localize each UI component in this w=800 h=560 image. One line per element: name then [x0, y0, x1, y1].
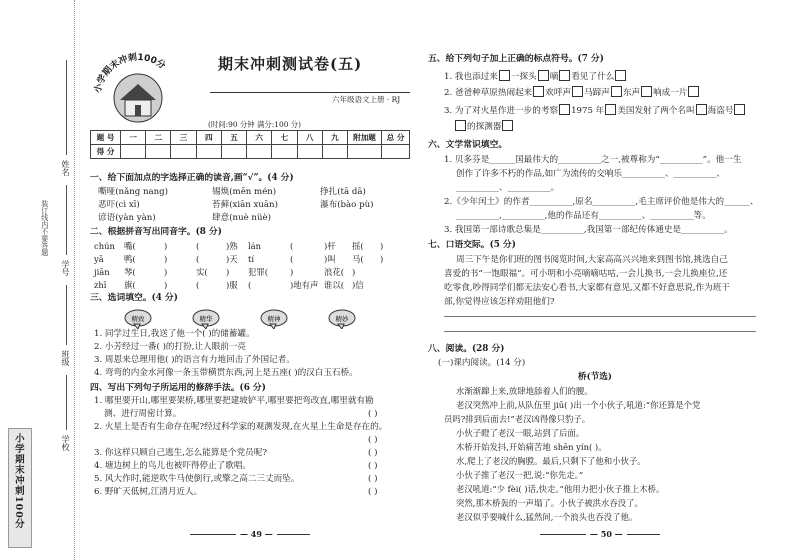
s6-line[interactable]: 1. 贝多芬是______国最伟大的__________之一,被尊称为“__________”。他一生 [444, 155, 742, 165]
s6-line[interactable]: 创作了许多不朽的作品,如广为流传的交响乐__________、__________、 [456, 169, 726, 179]
table-cell: 三 [171, 131, 196, 145]
s2-cell[interactable]: ) [380, 241, 384, 251]
s2-cell[interactable]: tí [248, 254, 255, 264]
s7-text: 周三下午是你们班的图书阅览时间,大家高高兴兴地来到图书馆,挑选自己 [456, 255, 728, 265]
answer-paren[interactable]: ( ) [368, 487, 378, 497]
s1-item[interactable]: 挣扎(tā dā) [320, 187, 366, 197]
s1-item[interactable]: 嘶哑(nǎng nang) [98, 187, 169, 197]
s5-item-3[interactable]: 3. 为了对火星作进一步的考察 1975 年 美国发射了两个名叫 海盗号 [444, 104, 746, 117]
section-5-title: 五、给下列句子加上正确的标点符号。(7 分) [428, 54, 604, 64]
section-4-title: 四、写出下列句子所运用的修辞手法。(6 分) [90, 383, 266, 393]
s1-item[interactable]: 恶吓(cì xī) [98, 200, 140, 210]
s6-line[interactable]: __________,__________,他的作品还有__________、__________等。 [456, 211, 711, 221]
s2-cell[interactable]: ( [196, 241, 200, 251]
s2-cell[interactable]: 旗( [124, 280, 136, 290]
table-cell: 六 [247, 131, 272, 145]
table-cell: 得 分 [91, 145, 121, 159]
s2-cell[interactable]: ( [290, 241, 294, 251]
s2-cell[interactable]: ) [290, 267, 294, 277]
s2-cell[interactable]: 鸭( [124, 254, 136, 264]
s2-pinyin: jiān [94, 267, 110, 277]
s4-item: 4. 塘边树上的鸟儿也被吓得停止了歌唱。 [94, 461, 252, 471]
s2-cell[interactable]: ) [164, 267, 168, 277]
s2-cell[interactable]: ) [380, 254, 384, 264]
class-line [66, 285, 67, 345]
s4-item: 3. 你这样只顾自己逃生,怎么能算是个党员呢? [94, 448, 267, 458]
table-cell: 四 [196, 131, 221, 145]
answer-line[interactable] [444, 316, 756, 317]
score-table-score-row [91, 145, 410, 159]
grade-label: 六年级语文上册 · RJ [332, 95, 401, 104]
bubble-word: 精神 [267, 315, 281, 323]
score-cell[interactable] [146, 145, 171, 159]
s4-item: 1. 哪里要开山,哪里要架桥,哪里要把建坡铲平,哪里要把弯改直,哪里就有勘 [94, 396, 374, 406]
table-cell: 附加题 [348, 131, 382, 145]
s1-item[interactable]: 苔藓(xiān xuān) [212, 200, 278, 210]
s2-cell[interactable]: )杆 [324, 241, 336, 251]
s2-cell[interactable]: 嘴( [124, 241, 136, 251]
page-number-right: — 50 — [586, 529, 627, 539]
answer-paren[interactable]: ( ) [368, 474, 378, 484]
student-id-line [66, 185, 67, 255]
score-cell[interactable] [297, 145, 322, 159]
time-score-info: (时间:90 分钟 满分:100 分) [208, 120, 302, 129]
brand-badge [8, 428, 32, 548]
s7-text: 喜爱的书“一饱眼福”。可小明和小亮嘀嘀咕咕,一会儿换书,一会儿换座位,还 [444, 269, 728, 279]
table-cell: 二 [146, 131, 171, 145]
s5-item-2[interactable]: 2. 爸爸种草原热闹起来 欢呼声 马蹄声 东声 响成一片 [444, 86, 700, 99]
s8-subtitle: (一)课内阅读。(14 分) [438, 358, 526, 368]
speech-bubble-icon [260, 309, 288, 329]
section-8-title: 八、阅读。(28 分) [428, 344, 505, 354]
answer-paren[interactable]: ( ) [368, 409, 378, 419]
s2-pinyin: yā [94, 254, 104, 264]
score-cell[interactable] [382, 145, 410, 159]
s3-item[interactable]: 2. 小芳经过一番( )的打扮,让人眼前一亮 [94, 342, 247, 352]
s5-item-1[interactable]: 1. 我也添过来 一探头 嘀 看见了什么 [444, 70, 627, 83]
s4-item: 6. 野旷天低树,江清月近人。 [94, 487, 203, 497]
table-cell: 一 [121, 131, 146, 145]
passage-line: 水渐渐蹿上来,放肆地舔着人们的腰。 [456, 386, 593, 396]
s4-item: 2. 火星上是否有生命存在呢?经过科学家的观测发现,在火星上生命是存在的。 [94, 422, 388, 432]
dotted-cut-line [74, 0, 75, 560]
passage-line: 小伙子推了老汉一把,说:“你先走。” [456, 470, 584, 480]
s2-cell[interactable]: )天 [226, 254, 238, 264]
s2-cell[interactable]: )服 [226, 280, 238, 290]
page-number-left: — 49 — [236, 529, 277, 539]
answer-paren[interactable]: ( ) [368, 435, 378, 445]
name-label: 姓名 [61, 160, 70, 176]
s2-cell[interactable]: ( [196, 254, 200, 264]
passage-line: 水,爬上了老汉的胸膛。最后,只剩下了他和小伙子。 [456, 456, 646, 466]
score-cell[interactable] [221, 145, 246, 159]
passage-line[interactable]: 老汉突然冲上前,从队伍里 jiū( )出一个小伙子,吼道:“你还算是个党 [456, 400, 701, 410]
s1-item[interactable]: 谚语(yàn yàn) [98, 213, 156, 223]
score-table [90, 130, 410, 159]
bubble-word: 精妙 [335, 315, 349, 323]
s7-text: 部,你觉得应该怎样劝阻他们? [444, 297, 555, 307]
s6-line[interactable]: 2.《少年闰土》的作者__________,原名__________,毛主席评价他是伟大的______、 [444, 197, 759, 207]
passage-line[interactable]: 木桥开始发抖,开始痛苦地 shēn yín( )。 [456, 442, 607, 452]
bubble-word: 精致 [131, 315, 145, 323]
passage-line: 老汉似乎要喊什么,猛然间,一个浪头也吞没了他。 [456, 512, 638, 522]
s2-cell[interactable]: ( [196, 280, 200, 290]
school-line [66, 375, 67, 430]
s1-item[interactable]: 肆意(nuè nüè) [212, 213, 271, 223]
s2-cell[interactable]: )信 [352, 280, 364, 290]
section-7-title: 七、口语交际。(5 分) [428, 240, 516, 250]
s4-item: 测、进行周密计算。 [104, 409, 182, 419]
section-2-title: 二、根据拼音写出同音字。(8 分) [90, 227, 222, 237]
table-cell: 总 分 [382, 131, 410, 145]
s6-line[interactable]: __________、__________。 [456, 183, 560, 193]
s2-pinyin: zhī [94, 280, 107, 290]
brand-badge-text: 小学期末冲刺100分 [12, 433, 24, 530]
score-cell[interactable] [196, 145, 221, 159]
s2-cell[interactable]: ) [164, 254, 168, 264]
table-cell: 九 [322, 131, 347, 145]
s2-cell[interactable]: 摇( [352, 241, 364, 251]
passage-title: 桥(节选) [578, 372, 612, 382]
section-3-title: 三、选词填空。(4 分) [90, 293, 178, 303]
score-cell[interactable] [272, 145, 297, 159]
house-logo-icon [90, 40, 186, 130]
s2-cell[interactable]: lán [248, 241, 262, 251]
bubble-word: 精华 [199, 315, 213, 323]
s3-item[interactable]: 1. 同学过生日,我送了他一个( )的储蓄罐。 [94, 329, 255, 339]
s2-cell[interactable]: 浪花( [324, 267, 345, 277]
score-cell[interactable] [171, 145, 196, 159]
speech-bubble-icon [192, 309, 220, 329]
answer-line[interactable] [444, 331, 756, 332]
student-id-label: 学号 [61, 260, 70, 276]
section-1-title: 一、给下面加点的字选择正确的读音,画“√”。(4 分) [90, 173, 294, 183]
s7-text: 吃零食,吵得同学们都无法安心看书,大家都有意见,又都不好意思说,作为班干 [444, 283, 730, 293]
score-cell[interactable] [247, 145, 272, 159]
speech-bubble-icon [328, 309, 356, 329]
s2-cell[interactable]: ( [290, 254, 294, 264]
s3-item[interactable]: 4. 弯弯的内金水河像一条玉带横贯东西,河上是五座( )的汉白玉石桥。 [94, 368, 358, 378]
passage-line: 员吗?排到后面去!”老汉凶得像只豹子。 [444, 414, 591, 424]
s2-cell[interactable]: ) [164, 241, 168, 251]
s2-cell[interactable]: )地有声 [290, 280, 319, 290]
score-cell[interactable] [322, 145, 347, 159]
score-cell[interactable] [348, 145, 382, 159]
table-cell: 五 [221, 131, 246, 145]
passage-line: 突然,那木桥轰的一声塌了。小伙子被洪水吞没了。 [456, 498, 643, 508]
table-cell: 题 号 [91, 131, 121, 145]
logo-arc-text: 小学期末冲刺100分 [93, 52, 167, 94]
school-label: 学校 [61, 435, 70, 451]
s2-cell[interactable]: )熟 [226, 241, 238, 251]
s4-item: 5. 风大作时,能逆吹牛马使倒行,或擎之高二三丈而坠。 [94, 474, 300, 484]
page-title: 期末冲刺测试卷(五) [218, 55, 363, 73]
s2-cell[interactable]: ( [248, 280, 252, 290]
s1-item[interactable]: 锡焕(mēn mén) [212, 187, 277, 197]
answer-paren[interactable]: ( ) [368, 461, 378, 471]
s2-cell[interactable]: ) [352, 267, 356, 277]
passage-line[interactable]: 老汉吼道:“少 fèi( )话,快走。”他用力把小伙子推上木桥。 [456, 484, 665, 494]
s2-cell[interactable]: ) [164, 280, 168, 290]
score-table-header-row [91, 131, 410, 145]
s2-cell[interactable]: )叫 [324, 254, 336, 264]
s2-cell[interactable]: ) [226, 267, 230, 277]
passage-line: 小伙子瞪了老汉一眼,站到了后面。 [456, 428, 585, 438]
class-label: 班级 [61, 350, 70, 366]
name-line [66, 60, 67, 155]
answer-paren[interactable]: ( ) [368, 448, 378, 458]
s1-item[interactable]: 瀑布(bào pù) [320, 200, 374, 210]
binding-notice: 装订线内不要答题 [40, 200, 49, 256]
s2-cell[interactable]: 谁以( [324, 280, 345, 290]
s2-pinyin: chún [94, 241, 115, 251]
score-cell[interactable] [121, 145, 146, 159]
s5-item-3b[interactable]: 的探测器 [454, 120, 514, 133]
s2-cell[interactable]: 马( [352, 254, 364, 264]
speech-bubble-icon [124, 309, 152, 329]
s2-cell[interactable]: 犯罪( [248, 267, 269, 277]
table-cell: 八 [297, 131, 322, 145]
s6-line[interactable]: 3. 我国第一部诗歌总集是__________,我国第一部纪传体通史是__________。 [444, 225, 733, 235]
binding-strip [0, 0, 84, 560]
table-cell: 七 [272, 131, 297, 145]
section-6-title: 六、文学常识填空。 [428, 140, 508, 150]
s2-cell[interactable]: 实( [196, 267, 208, 277]
title-divider [210, 92, 410, 93]
s3-item[interactable]: 3. 周恩来总理用他( )的语言有力地回击了外国记者。 [94, 355, 295, 365]
s2-cell[interactable]: 琴( [124, 267, 136, 277]
